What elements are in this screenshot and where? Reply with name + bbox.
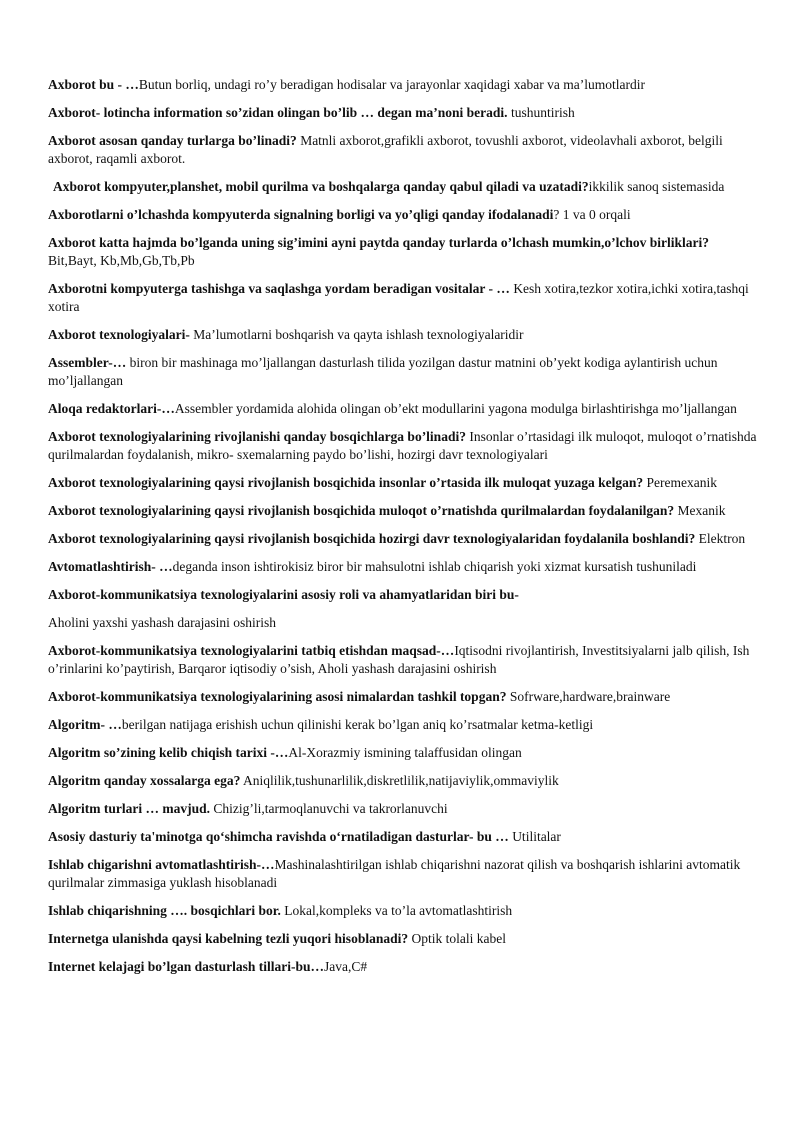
question-text: Algoritm turlari … mavjud. (48, 801, 210, 816)
answer-text: Assembler yordamida alohida olingan ob’ekt modullarini yagona modulga birlashtirishga mo’ljallangan (174, 401, 737, 416)
qa-item-13 (48, 502, 760, 520)
question-text: Axborot- lotincha information so’zidan olingan bo’lib … degan ma’noni beradi. (48, 105, 508, 120)
qa-item-21 (48, 744, 760, 762)
question-text: Algoritm qanday xossalarga ega? (48, 773, 241, 788)
question-text: Axborotni kompyuterga tashishga va saqlashga yordam beradigan vositalar - … (48, 281, 510, 296)
qa-item-17 (48, 614, 760, 632)
qa-item-20 (48, 716, 760, 734)
answer-text: Elektron (695, 531, 746, 546)
qa-item-24 (48, 828, 760, 846)
qa-item-26 (48, 902, 760, 920)
qa-item-22 (48, 772, 760, 790)
qa-item-19 (48, 688, 760, 706)
question-text: Internet kelajagi bo’lgan dasturlash tillari-bu… (48, 959, 325, 974)
qa-item-6 (48, 234, 760, 270)
question-text: Axborot texnologiyalarining qaysi rivojlanish bosqichida hozirgi davr texnologiyalaridan foydalanila boshlandi? (48, 531, 696, 546)
question-text: Axborot-kommunikatsiya texnologiyalarining asosi nimalardan tashkil topgan? (48, 689, 507, 704)
answer-text: berilgan natijaga erishish uchun qilinishi kerak bo’lgan aniq ko’rsatmalar ketma-ketligi (121, 717, 594, 732)
answer-text: Aniqlilik,tushunarlilik,diskretlilik,natijaviylik,ommaviylik (240, 773, 559, 788)
answer-text: Iqtisodni rivojlantirish, Investitsiyalarni jalb qilish, Ish o’rinlarini ko’paytirish, Barqaror iqtisodiy o’sish, Aholi yashash darajasini oshirish (48, 643, 750, 676)
qa-item-3 (48, 132, 760, 168)
answer-text: Peremexanik (643, 475, 717, 490)
qa-item-27 (48, 930, 760, 948)
qa-item-16 (48, 586, 760, 604)
answer-text: Sofrware,hardware,brainware (506, 689, 671, 704)
qa-item-14 (48, 530, 760, 548)
question-text: Axborot bu - … (48, 77, 139, 92)
question-text: Ishlab chigarishni avtomatlashtirish-… (48, 857, 275, 872)
answer-text: ? 1 va 0 orqali (553, 207, 631, 222)
question-text: Axborot texnologiyalarining qaysi rivojlanish bosqichida insonlar o’rtasida ilk muloqat yuzaga kelgan? (48, 475, 644, 490)
qa-item-12 (48, 474, 760, 492)
answer-text: Utilitalar (508, 829, 561, 844)
question-text: Axborotlarni o’lchashda kompyuterda signalning borligi va yo’qligi qanday ifodalanadi (48, 207, 554, 222)
question-text: Asosiy dasturiy ta'minotga qo‘shimcha ravishda o‘rnatiladigan dasturlar- bu … (48, 829, 509, 844)
qa-item-15 (48, 558, 760, 576)
question-text: Aloqa redaktorlari-… (48, 401, 175, 416)
answer-text: Mexanik (674, 503, 726, 518)
answer-text: Butun borliq, undagi ro’y beradigan hodisalar va jarayonlar xaqidagi xabar va ma’lumotlardir (138, 77, 645, 92)
answer-text: Chizig’li,tarmoqlanuvchi va takrorlanuvchi (209, 801, 448, 816)
question-text: Algoritm so’zining kelib chiqish tarixi -… (48, 745, 289, 760)
question-text: Axborot katta hajmda bo’lganda uning sig’imini ayni paytda qanday turlarda o’lchash mumkin,o’lchov birliklari? (48, 235, 709, 250)
question-text: Axborot asosan qanday turlarga bo’linadi? (48, 133, 297, 148)
question-text: Axborot-kommunikatsiya texnologiyalarini asosiy roli va ahamyatlaridan biri bu- (48, 587, 519, 602)
qa-item-7 (48, 280, 760, 316)
answer-text: tushuntirish (507, 105, 575, 120)
qa-item-18 (48, 642, 760, 678)
question-text: Axborot kompyuter,planshet, mobil qurilma va boshqalarga qanday qabul qiladi va uzatadi? (53, 179, 589, 194)
qa-item-1 (48, 76, 760, 94)
qa-item-25 (48, 856, 760, 892)
question-text: Ishlab chiqarishning …. bosqichlari bor. (48, 903, 281, 918)
qa-item-11 (48, 428, 760, 464)
answer-text: Ma’lumotlarni boshqarish va qayta ishlash texnologiyalaridir (189, 327, 524, 342)
answer-text: biron bir mashinaga mo’ljallangan dasturlash tilida yozilgan dastur matnini ob’yekt kodiga aylantirish uchun mo’ljallangan (48, 355, 718, 388)
qa-item-28 (48, 958, 760, 976)
answer-text: Java,C# (324, 959, 368, 974)
question-text: Algoritm- … (48, 717, 122, 732)
qa-item-5 (48, 206, 760, 224)
answer-text: Aholini yaxshi yashash darajasini oshirish (48, 615, 276, 630)
qa-item-9 (48, 354, 760, 390)
answer-text: Mashinalashtirilgan ishlab chiqarishni nazorat qilish va boshqarish ishlarini avtomatik qurilmalar zimmasiga yuklash hisoblanadi (48, 857, 741, 890)
qa-item-10 (48, 400, 760, 418)
answer-text: Bit,Bayt, Kb,Mb,Gb,Tb,Pb (48, 253, 195, 268)
question-text: Avtomatlashtirish- … (48, 559, 173, 574)
answer-text: Insonlar o’rtasidagi ilk muloqot, muloqot o’rnatishda qurilmalardan foydalanish, mikro- sxemalarning paydo bo’lishi, hozirgi davr texnologiyalari (48, 429, 757, 462)
question-text: Axborot texnologiyalarining qaysi rivojlanish bosqichida muloqot o’rnatishda qurilmalardan foydalanilgan? (48, 503, 675, 518)
qa-item-4 (48, 178, 760, 196)
qa-item-8 (48, 326, 760, 344)
question-text: Internetga ulanishda qaysi kabelning tezli yuqori hisoblanadi? (48, 931, 409, 946)
question-text: Axborot texnologiyalari- (48, 327, 190, 342)
question-text: Axborot texnologiyalarining rivojlanishi qanday bosqichlarga bo’linadi? (48, 429, 466, 444)
answer-text: Al-Xorazmiy ismining talaffusidan olingan (288, 745, 522, 760)
answer-text: Optik tolali kabel (408, 931, 506, 946)
answer-text: ikkilik sanoq sistemasida (588, 179, 725, 194)
answer-text: Kesh xotira,tezkor xotira,ichki xotira,tashqi xotira (48, 281, 749, 314)
answer-text: deganda inson ishtirokisiz biror bir mahsulotni ishlab chiqarish yoki xizmat kursatish tushuniladi (172, 559, 697, 574)
answer-text: Lokal,kompleks va to’la avtomatlashtirish (280, 903, 513, 918)
qa-item-2 (48, 104, 760, 122)
answer-text: Matnli axborot,grafikli axborot, tovushli axborot, videolavhali axborot, belgili axborot, raqamli axborot. (48, 133, 723, 166)
qa-item-23 (48, 800, 760, 818)
question-text: Assembler-… (48, 355, 127, 370)
question-text: Axborot-kommunikatsiya texnologiyalarini tatbiq etishdan maqsad-… (48, 643, 455, 658)
